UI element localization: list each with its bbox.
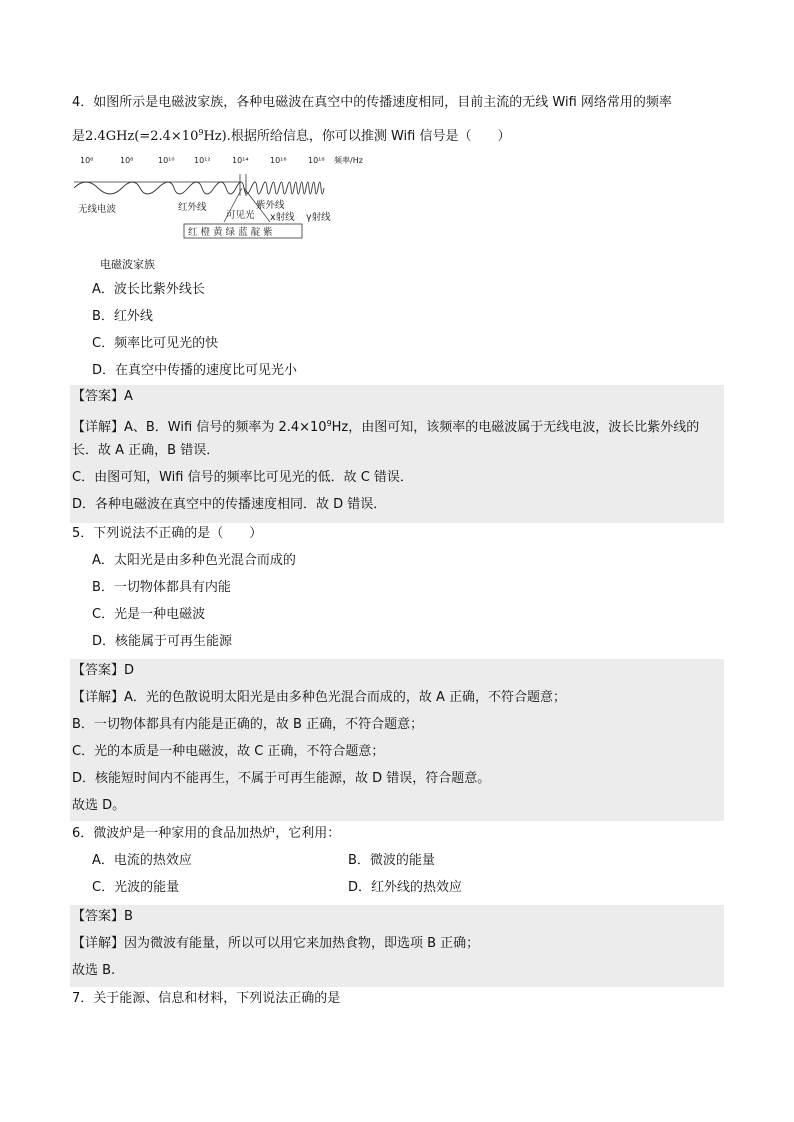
q6-option-c: C．光波的能量 — [92, 880, 180, 895]
tick-label: 10¹⁶ — [270, 156, 287, 165]
xray-label: x射线 — [270, 212, 295, 223]
q4-detail-line2: 长．故 A 正确，B 错误． — [72, 443, 220, 458]
gamma-label: γ射线 — [306, 212, 331, 223]
q5-option-d: D．核能属于可再生能源 — [92, 634, 233, 649]
q6-option-a: A．电流的热效应 — [92, 853, 192, 868]
q4-frequency-formula: $2.4GHz(=2.4\times 10^9Hz)$ — [85, 128, 227, 144]
q4-answer: 【答案】A — [72, 389, 133, 404]
q4-stem-line1: 4．如图所示是电磁波家族，各种电磁波在真空中的传播速度相同，目前主流的无线 Wifi 网络常用的频率 — [72, 95, 672, 110]
q5-option-b: B．一切物体都具有内能 — [92, 580, 231, 595]
tick-label: 10¹² — [194, 156, 211, 165]
q7-stem: 7．关于能源、信息和材料，下列说法正确的是 — [72, 991, 341, 1006]
q6-stem: 6．微波炉是一种家用的食品加热炉，它利用： — [72, 826, 341, 841]
q5-option-c: C．光是一种电磁波 — [92, 607, 206, 622]
tick-label: 10⁸ — [120, 156, 134, 165]
q6-option-d: D．红外线的热效应 — [348, 880, 463, 895]
q4-option-a: A．波长比紫外线长 — [92, 282, 205, 297]
wave-line — [74, 182, 324, 194]
visible-light-label: 可见光 — [226, 210, 255, 221]
q5-detail-line: 【详解】A．光的色散说明太阳光是由多种色光混合而成的，故 A 正确，不符合题意； — [72, 690, 567, 705]
visible-colors: 红 橙 黄 绿 蓝 靛 紫 — [188, 227, 273, 238]
q6-option-b: B．微波的能量 — [348, 853, 435, 868]
q6-detail-line: 故选 B. — [72, 963, 116, 978]
tick-label: 10⁶ — [80, 156, 94, 165]
q4-option-c: C．频率比可见光的快 — [92, 336, 219, 351]
q5-detail-line: B．一切物体都具有内能是正确的，故 B 正确，不符合题意； — [72, 717, 424, 732]
q5-answer-block — [70, 659, 724, 821]
q4-stem-text-a: 是 — [72, 129, 86, 144]
infrared-label: 红外线 — [178, 202, 207, 213]
tick-label: 10¹⁸ — [308, 156, 325, 165]
q4-detail-line3: C．由图可知，Wifi 信号的频率比可见光的低．故 C 错误． — [72, 470, 413, 485]
q4-detail-line4: D．各种电磁波在真空中的传播速度相同．故 D 错误． — [72, 497, 387, 512]
q4-option-d: D．在真空中传播的速度比可见光小 — [92, 363, 298, 378]
q6-detail-line: 【详解】因为微波有能量，所以可以用它来加热食物，即选项 B 正确； — [72, 936, 480, 951]
q5-detail-line: C．光的本质是一种电磁波，故 C 正确，不符合题意； — [72, 744, 385, 759]
q5-detail-line: D．核能短时间内不能再生，不属于可再生能源，故 D 错误，符合题意。 — [72, 771, 491, 786]
tick-label: 10¹⁰ — [158, 156, 175, 165]
q4-detail-line1: 【详解】A、B．Wifi 信号的频率为 $2.4\times 10^9Hz$，由图可知，该频率的电磁波属于无线电波，波长比紫外线的 — [72, 419, 700, 435]
tick-label: 10¹⁴ — [232, 156, 249, 165]
q5-answer: 【答案】D — [72, 663, 135, 678]
em-spectrum-figure — [74, 152, 374, 252]
radio-wave-label: 无线电波 — [78, 204, 117, 215]
q4-option-b: B．红外线 — [92, 309, 153, 324]
q6-answer: 【答案】B — [72, 909, 133, 924]
frequency-unit-label: 频率/Hz — [334, 156, 363, 165]
figure-caption: 电磁波家族 — [100, 258, 155, 271]
q4-stem-text-b: .根据所给信息，你可以推测 Wifi 信号是（ ） — [226, 129, 511, 144]
q5-option-a: A．太阳光是由多种色光混合而成的 — [92, 553, 296, 568]
q5-stem: 5．下列说法不正确的是（ ） — [72, 526, 263, 541]
q5-detail-line: 故选 D。 — [72, 798, 126, 813]
uv-label: 紫外线 — [256, 200, 285, 211]
q4-stem-line2 — [72, 123, 510, 147]
